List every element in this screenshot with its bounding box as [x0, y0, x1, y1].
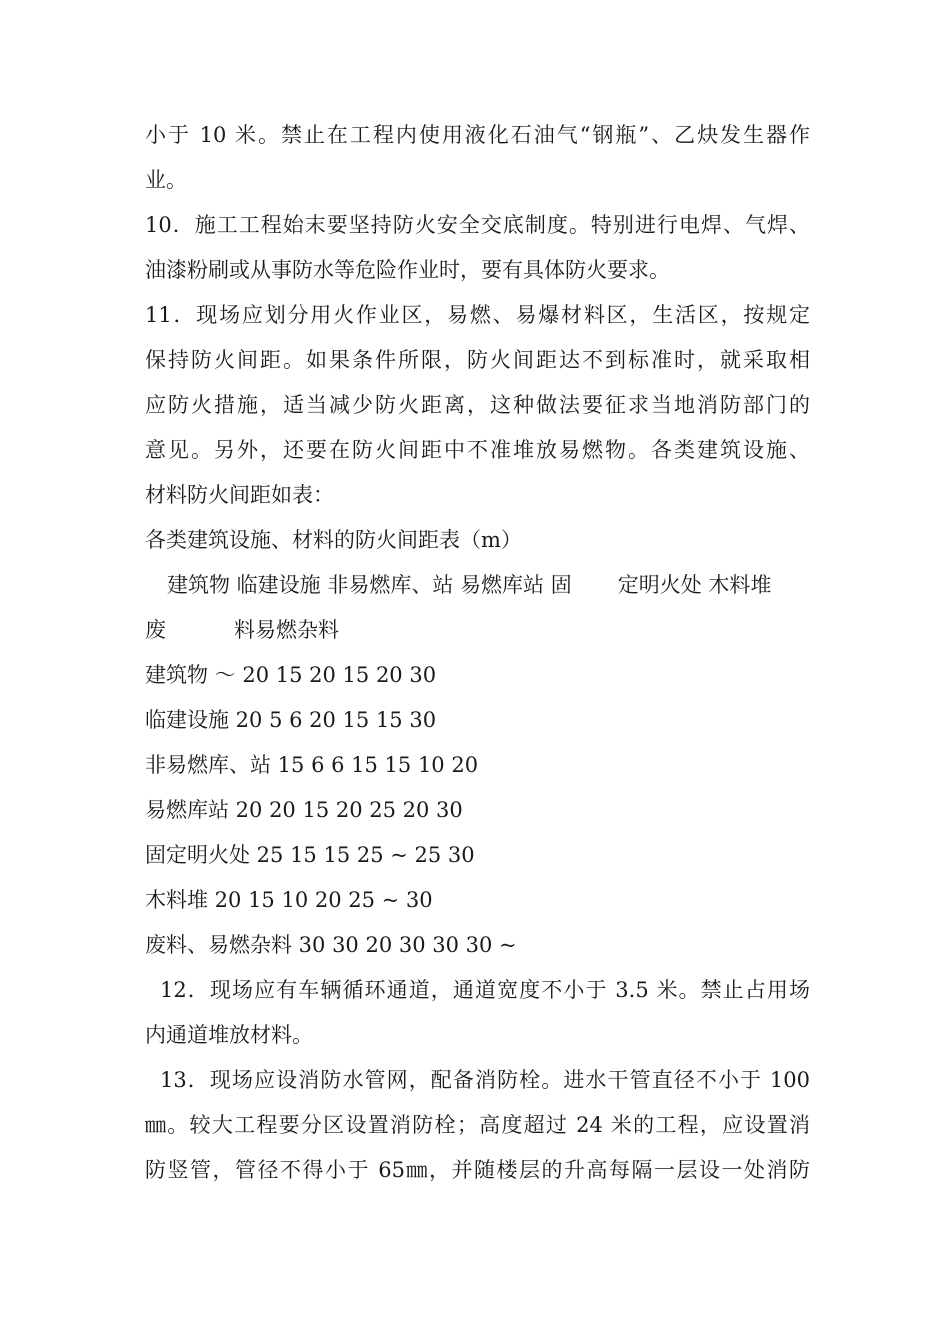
table-header-part: 建筑物 临建设施 非易燃库、站 易燃库站 固: [167, 573, 572, 597]
paragraph-line: 保持防火间距。如果条件所限，防火间距达不到标准时，就采取相: [145, 348, 810, 372]
paragraph-line: ㎜。较大工程要分区设置消防栓；高度超过 24 米的工程，应设置消: [145, 1113, 810, 1137]
paragraph-line: 意见。另外，还要在防火间距中不准堆放易燃物。各类建筑设施、: [145, 438, 810, 462]
table-row: 非易燃库、站 15 6 6 15 15 10 20: [145, 753, 479, 777]
table-header-part: 料易燃杂料: [234, 618, 339, 642]
paragraph-line: 油漆粉刷或从事防水等危险作业时，要有具体防火要求。: [145, 258, 670, 282]
table-row: 临建设施 20 5 6 20 15 15 30: [145, 708, 437, 732]
table-row: 废料、易燃杂料 30 30 20 30 30 30 ~: [145, 933, 517, 957]
paragraph-line: 小于 10 米。禁止在工程内使用液化石油气“钢瓶”、乙炔发生器作: [145, 123, 810, 147]
table-header-part: 定明火处 木料堆: [617, 573, 772, 597]
document-page: [145, 113, 810, 1193]
paragraph-line: 11．现场应划分用火作业区，易燃、易爆材料区，生活区，按规定: [145, 303, 810, 327]
table-header-line: [145, 563, 810, 608]
paragraph-line: 内通道堆放材料。: [145, 1023, 313, 1047]
table-row: 易燃库站 20 20 15 20 25 20 30: [145, 798, 463, 822]
paragraph-line: 13．现场应设消防水管网，配备消防栓。进水干管直径不小于 100: [160, 1068, 810, 1092]
table-header-line: [145, 608, 810, 653]
table-row: 建筑物 ～ 20 15 20 15 20 30: [145, 663, 437, 687]
table-header-part: 废: [145, 618, 166, 642]
paragraph-line: 应防火措施，适当减少防火距离，这种做法要征求当地消防部门的: [145, 393, 810, 417]
table-row: 固定明火处 25 15 15 25 ~ 25 30: [145, 843, 475, 867]
table-caption: 各类建筑设施、材料的防火间距表（m）: [145, 528, 522, 552]
paragraph-line: 业。: [145, 168, 187, 192]
paragraph-line: 12．现场应有车辆循环通道，通道宽度不小于 3.5 米。禁止占用场: [160, 978, 810, 1002]
paragraph-line: 10．施工工程始末要坚持防火安全交底制度。特别进行电焊、气焊、: [145, 213, 810, 237]
paragraph-line: 防竖管，管径不得小于 65㎜，并随楼层的升高每隔一层设一处消防: [145, 1158, 810, 1182]
table-row: 木料堆 20 15 10 20 25 ~ 30: [145, 888, 433, 912]
paragraph-line: 材料防火间距如表：: [145, 483, 334, 507]
